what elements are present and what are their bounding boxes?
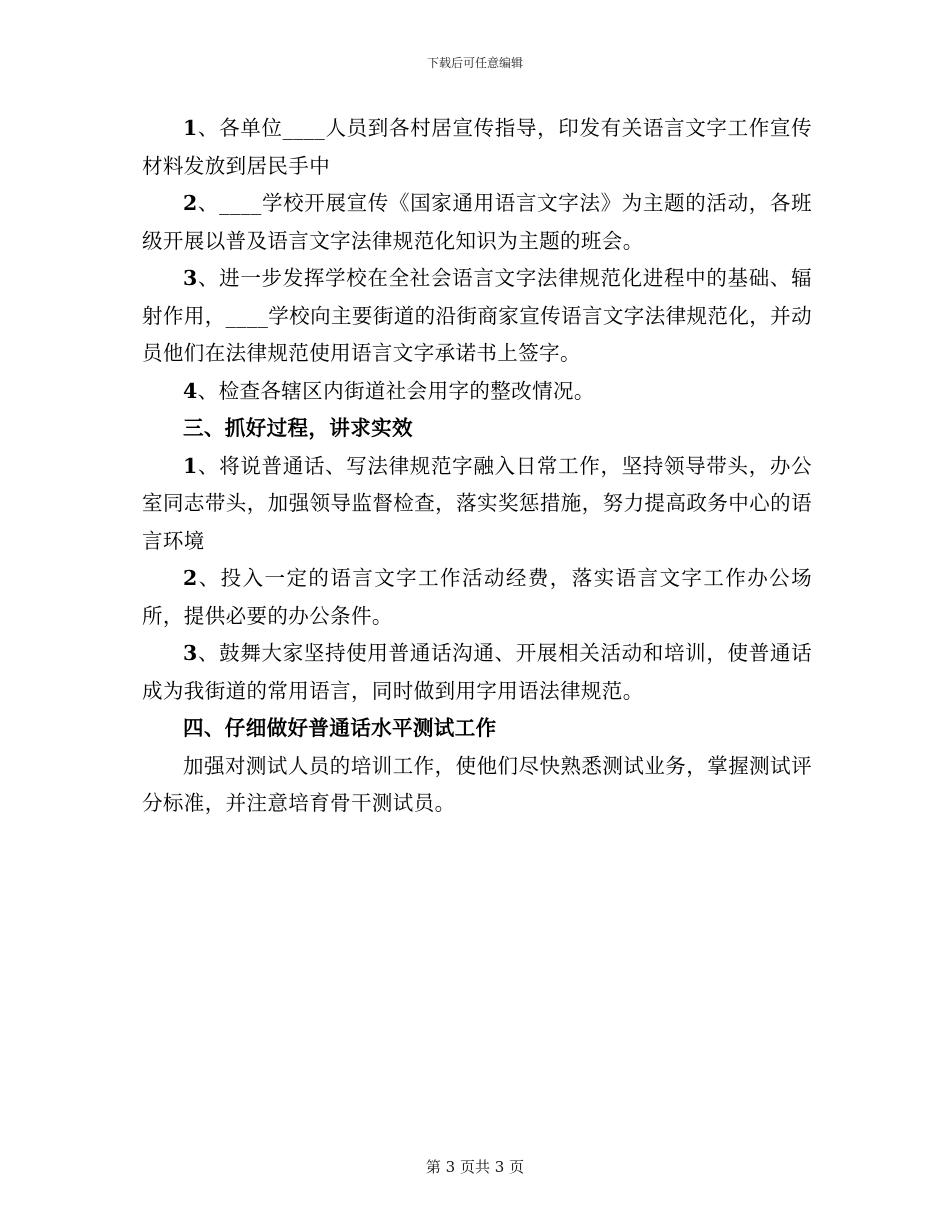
item-text: 、各单位____人员到各村居宣传指导，印发有关语言文字工作宣传材料发放到居民手中 bbox=[142, 116, 812, 178]
item-number: 4 bbox=[183, 378, 198, 403]
item-number: 3 bbox=[183, 266, 198, 290]
section-heading: 三、抓好过程，讲求实效 bbox=[183, 416, 413, 440]
item-text: 、____学校开展宣传《国家通用语言文字法》为主题的活动，各班级开展以普及语言文字法律规范化知识为主题的班会。 bbox=[142, 191, 812, 253]
list-item bbox=[142, 635, 812, 710]
list-item bbox=[142, 373, 812, 411]
page-number: 第 3 页共 3 页 bbox=[425, 1158, 525, 1176]
list-item bbox=[142, 560, 812, 635]
item-number: 2 bbox=[183, 566, 198, 590]
item-number: 2 bbox=[183, 191, 198, 215]
section-heading: 四、仔细做好普通话水平测试工作 bbox=[183, 716, 497, 740]
item-text: 、进一步发挥学校在全社会语言文字法律规范化进程中的基础、辐射作用，____学校向主要街道的沿街商家宣传语言文字法律规范化，并动员他们在法律规范使用语言文字承诺书上签字。 bbox=[142, 266, 812, 365]
item-text: 、检查各辖区内街道社会用字的整改情况。 bbox=[197, 378, 595, 403]
page-header-note: 下载后可任意编辑 bbox=[426, 56, 523, 70]
list-item bbox=[142, 448, 812, 561]
item-number: 1 bbox=[183, 116, 198, 140]
document-body bbox=[142, 110, 812, 823]
item-number: 3 bbox=[183, 641, 198, 665]
item-number: 1 bbox=[183, 453, 198, 478]
item-text: 、鼓舞大家坚持使用普通话沟通、开展相关活动和培训，使普通话成为我街道的常用语言，同时做到用字用语法律规范。 bbox=[142, 641, 812, 703]
list-item bbox=[142, 185, 812, 260]
item-text: 、投入一定的语言文字工作活动经费，落实语言文字工作办公场所，提供必要的办公条件。 bbox=[142, 566, 812, 628]
list-item bbox=[142, 110, 812, 185]
item-text: 、将说普通话、写法律规范字融入日常工作，坚持领导带头，办公室同志带头，加强领导监督检查，落实奖惩措施，努力提高政务中心的语言环境 bbox=[142, 453, 812, 553]
list-item bbox=[142, 260, 812, 373]
paragraph: 加强对测试人员的培训工作，使他们尽快熟悉测试业务，掌握测试评分标准，并注意培育骨干测试员。 bbox=[142, 753, 812, 815]
